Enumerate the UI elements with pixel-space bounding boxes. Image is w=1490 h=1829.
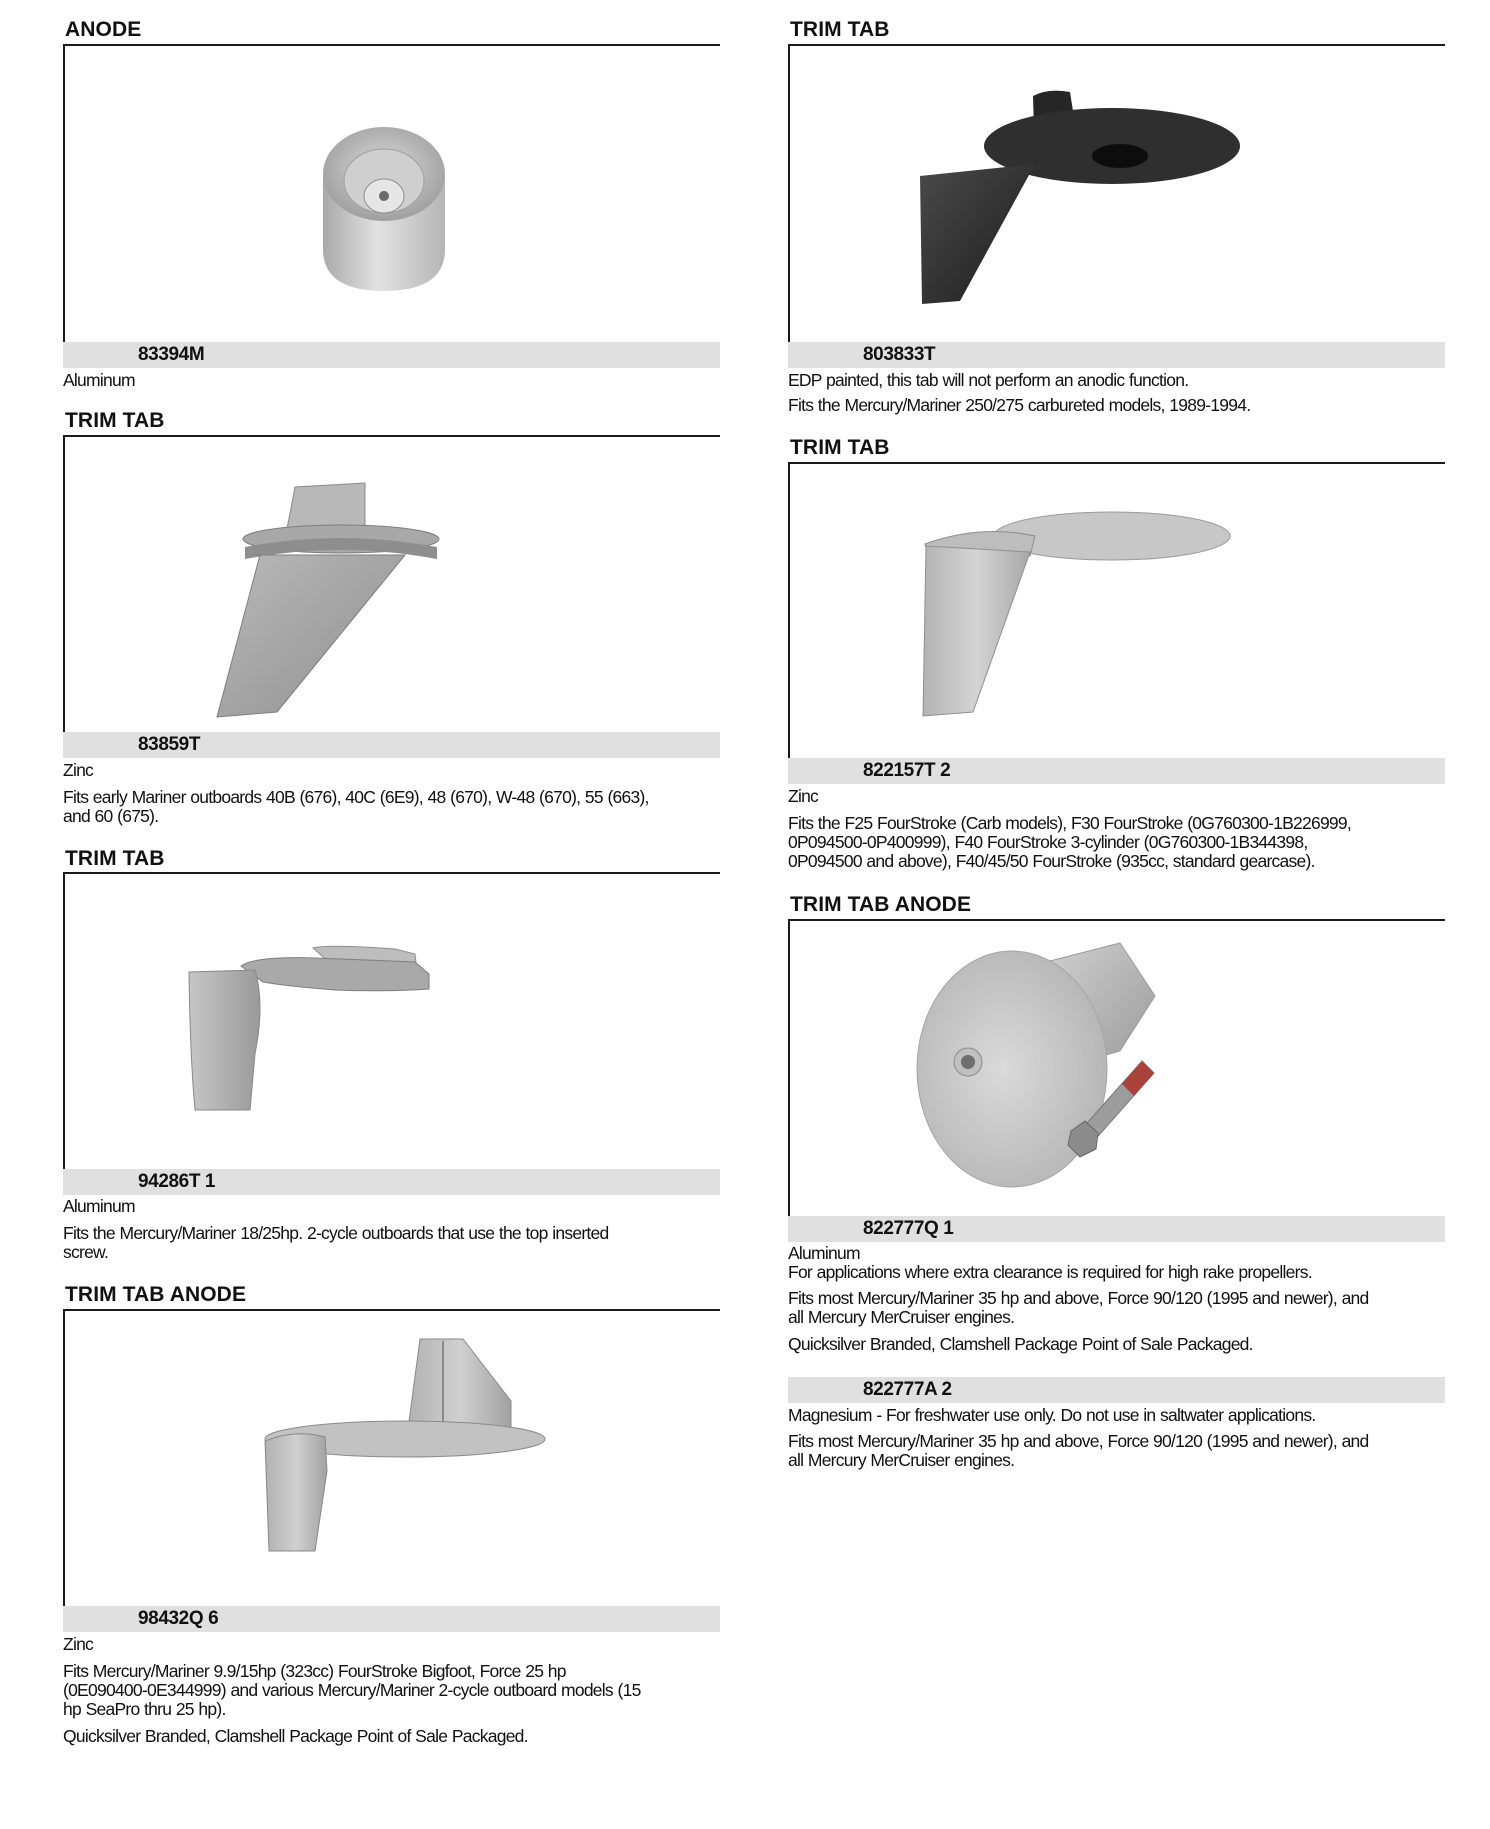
trim-tab-photo: [65, 437, 720, 732]
product-photo-frame: [788, 44, 1445, 342]
material-text: Aluminum: [63, 1196, 135, 1216]
packaging-text: Quicksilver Branded, Clamshell Package Point of Sale Packaged.: [63, 1726, 528, 1746]
part-number-bar: [63, 1606, 720, 1632]
part-number: 83394M: [138, 344, 205, 365]
section-title: ANODE: [65, 18, 142, 41]
trim-tab-photo: [65, 874, 720, 1169]
painted-trim-tab-photo: [790, 46, 1445, 342]
fitment-text: Fits most Mercury/Mariner 35 hp and above, Force 90/120 (1995 and newer), and: [788, 1288, 1369, 1308]
product-photo-frame: [63, 435, 720, 732]
finish-text: EDP painted, this tab will not perform an anodic function.: [788, 370, 1189, 390]
trim-tab-photo: [790, 464, 1445, 758]
part-number: 803833T: [863, 344, 936, 365]
fitment-text-cont: screw.: [63, 1242, 109, 1262]
material-text: Magnesium - For freshwater use only. Do not use in saltwater applications.: [788, 1405, 1316, 1425]
fitment-text-cont: and 60 (675).: [63, 806, 159, 826]
product-photo-frame: [63, 44, 720, 342]
fitment-text: Fits the Mercury/Mariner 250/275 carbureted models, 1989-1994.: [788, 395, 1251, 415]
part-number-bar: [788, 1216, 1445, 1242]
clearance-note: For applications where extra clearance is required for high rake propellers.: [788, 1262, 1312, 1282]
section-title: TRIM TAB ANODE: [65, 1283, 247, 1306]
trim-tab-anode-with-bolt-photo: [790, 921, 1445, 1216]
part-number: 822777Q 1: [863, 1218, 954, 1239]
product-description: [788, 1244, 1448, 1354]
material-text: Aluminum: [63, 370, 135, 390]
product-description: [63, 1635, 723, 1746]
section-title: TRIM TAB: [790, 18, 890, 41]
section-title: TRIM TAB: [65, 847, 165, 870]
part-number-bar: [63, 342, 720, 368]
fitment-text: Fits Mercury/Mariner 9.9/15hp (323cc) FourStroke Bigfoot, Force 25 hp: [63, 1661, 566, 1681]
product-photo-frame: [788, 462, 1445, 758]
fitment-text-cont: all Mercury MerCruiser engines.: [788, 1450, 1015, 1470]
section-title: TRIM TAB: [65, 409, 165, 432]
part-number: 822157T 2: [863, 760, 951, 781]
fitment-text-cont: 0P094500 and above), F40/45/50 FourStroke (935cc, standard gearcase).: [788, 851, 1315, 871]
product-description: [63, 1197, 723, 1262]
product-description: [788, 1406, 1448, 1470]
fitment-text-cont: hp SeaPro thru 25 hp).: [63, 1699, 226, 1719]
part-number: 98432Q 6: [138, 1608, 219, 1629]
fitment-text-cont: 0P094500-0P400999), F40 FourStroke 3-cylinder (0G760300-1B344398,: [788, 832, 1308, 852]
section-title: TRIM TAB: [790, 436, 890, 459]
material-text: Zinc: [63, 760, 94, 780]
section-title: TRIM TAB ANODE: [790, 893, 972, 916]
material-text: Zinc: [63, 1634, 94, 1654]
fitment-text-cont: (0E090400-0E344999) and various Mercury/Mariner 2-cycle outboard models (15: [63, 1680, 641, 1700]
fitment-text: Fits the F25 FourStroke (Carb models), F30 FourStroke (0G760300-1B226999,: [788, 813, 1352, 833]
part-number: 83859T: [138, 734, 201, 755]
part-number-bar: [788, 342, 1445, 368]
product-description: [63, 371, 723, 390]
part-number: 94286T 1: [138, 1171, 216, 1192]
product-photo-frame: [63, 872, 720, 1169]
cylindrical-anode-photo: [65, 46, 720, 342]
product-photo-frame: [788, 919, 1445, 1216]
product-photo-frame: [63, 1309, 720, 1606]
material-text: Zinc: [788, 786, 819, 806]
part-number-bar: [63, 732, 720, 758]
product-description: [788, 787, 1448, 871]
fitment-text-cont: all Mercury MerCruiser engines.: [788, 1307, 1015, 1327]
material-text: Aluminum: [788, 1243, 860, 1263]
product-description: [788, 371, 1448, 415]
fitment-text: Fits early Mariner outboards 40B (676), 40C (6E9), 48 (670), W-48 (670), 55 (663),: [63, 787, 649, 807]
fitment-text: Fits most Mercury/Mariner 35 hp and above, Force 90/120 (1995 and newer), and: [788, 1431, 1369, 1451]
part-number-bar: [63, 1169, 720, 1195]
part-number-bar: [788, 1377, 1445, 1403]
packaging-text: Quicksilver Branded, Clamshell Package Point of Sale Packaged.: [788, 1334, 1253, 1354]
part-number: 822777A 2: [863, 1379, 952, 1400]
product-description: [63, 761, 723, 826]
fitment-text: Fits the Mercury/Mariner 18/25hp. 2-cycle outboards that use the top inserted: [63, 1223, 609, 1243]
part-number-bar: [788, 758, 1445, 784]
trim-tab-anode-photo: [65, 1311, 720, 1606]
